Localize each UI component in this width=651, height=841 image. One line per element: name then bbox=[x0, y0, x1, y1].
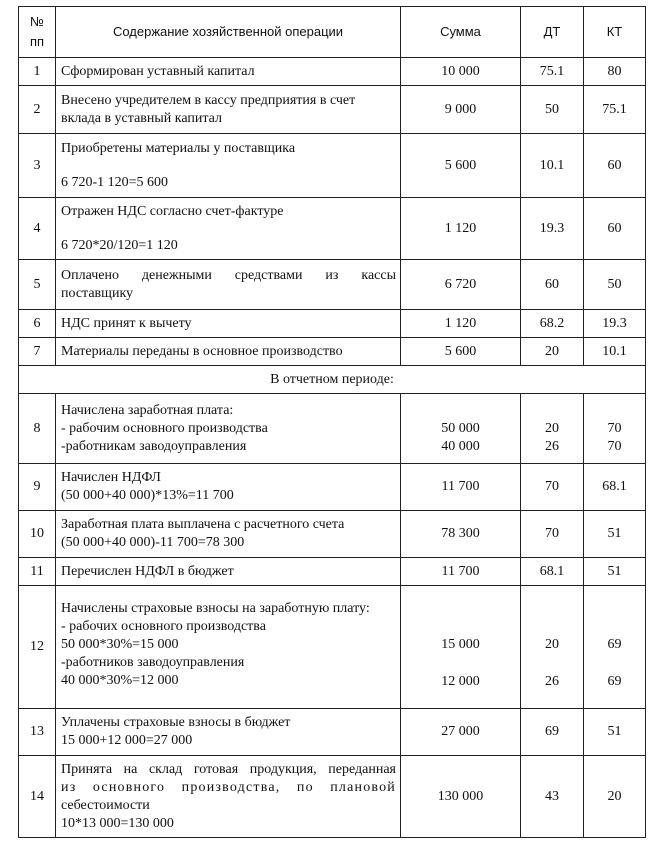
row-dt bbox=[521, 394, 584, 464]
table-row bbox=[19, 709, 646, 756]
row-kt: 51 bbox=[584, 511, 646, 558]
row-dt: 50 bbox=[521, 86, 584, 134]
row-kt: 60 bbox=[584, 198, 646, 260]
header-content: Содержание хозяйственной операции bbox=[56, 7, 401, 58]
row-description-line: -работников заводоуправления bbox=[61, 655, 245, 670]
row-kt: 10.1 bbox=[584, 338, 646, 366]
row-description-line: поставщику bbox=[61, 285, 134, 301]
row-number: 14 bbox=[19, 756, 56, 838]
row-formula: 10*13 000=130 000 bbox=[61, 815, 174, 831]
row-description bbox=[56, 86, 401, 134]
row-formula: 50 000*30%=15 000 bbox=[61, 637, 179, 652]
row-sum: 27 000 bbox=[401, 709, 521, 756]
row-number: 6 bbox=[19, 310, 56, 338]
row-description-line: -работникам заводоуправления bbox=[61, 438, 247, 454]
row-sum: 1 120 bbox=[401, 198, 521, 260]
row-number: 10 bbox=[19, 511, 56, 558]
row-kt-value: 70 bbox=[607, 420, 622, 436]
row-dt: 70 bbox=[521, 511, 584, 558]
row-dt: 43 bbox=[521, 756, 584, 838]
row-description bbox=[56, 394, 401, 464]
row-description-line: себестоимости bbox=[61, 797, 150, 813]
row-description bbox=[56, 198, 401, 260]
row-dt-value: 26 bbox=[545, 674, 559, 689]
row-kt-value: 69 bbox=[607, 637, 622, 652]
row-description-line: Отражен НДС согласно счет-фактуре bbox=[61, 203, 284, 219]
row-dt: 20 bbox=[521, 338, 584, 366]
table-row bbox=[19, 310, 646, 338]
row-dt: 69 bbox=[521, 709, 584, 756]
row-description bbox=[56, 586, 401, 709]
row-formula: 6 720-1 120=5 600 bbox=[61, 174, 169, 190]
row-number: 2 bbox=[19, 86, 56, 134]
header-num-line1: № bbox=[30, 14, 44, 29]
table-row bbox=[19, 338, 646, 366]
row-sum-value: 15 000 bbox=[441, 637, 480, 652]
row-formula: (50 000+40 000)-11 700=78 300 bbox=[61, 535, 245, 550]
table-row bbox=[19, 464, 646, 511]
row-description bbox=[56, 464, 401, 511]
row-kt: 68.1 bbox=[584, 464, 646, 511]
row-kt-value: 69 bbox=[607, 674, 622, 689]
row-description: Сформирован уставный капитал bbox=[56, 58, 401, 86]
row-dt: 19.3 bbox=[521, 198, 584, 260]
row-kt: 20 bbox=[584, 756, 646, 838]
table-row bbox=[19, 198, 646, 260]
row-sum-value: 40 000 bbox=[441, 438, 480, 454]
row-kt-value: 70 bbox=[607, 438, 622, 454]
row-description-line: - рабочих основного производства bbox=[61, 619, 266, 634]
row-formula: 6 720*20/120=1 120 bbox=[61, 237, 178, 253]
header-row bbox=[19, 7, 646, 58]
document-page bbox=[18, 6, 646, 838]
row-sum: 5 600 bbox=[401, 338, 521, 366]
row-number: 13 bbox=[19, 709, 56, 756]
row-dt: 60 bbox=[521, 260, 584, 310]
row-number: 4 bbox=[19, 198, 56, 260]
table-row bbox=[19, 58, 646, 86]
row-sum-value: 12 000 bbox=[441, 674, 480, 689]
table-row bbox=[19, 558, 646, 586]
row-description-line: Уплачены страховые взносы в бюджет bbox=[61, 715, 291, 730]
header-num bbox=[19, 7, 56, 58]
row-sum: 130 000 bbox=[401, 756, 521, 838]
row-number: 12 bbox=[19, 586, 56, 709]
row-description-line: Внесено учредителем в кассу предприятия в счет bbox=[61, 92, 356, 108]
row-sum: 9 000 bbox=[401, 86, 521, 134]
row-sum: 11 700 bbox=[401, 558, 521, 586]
row-description-line: - рабочим основного производства bbox=[61, 420, 268, 436]
row-sum: 1 120 bbox=[401, 310, 521, 338]
header-dt: ДТ bbox=[521, 7, 584, 58]
row-description-line: Приобретены материалы у поставщика bbox=[61, 140, 296, 156]
row-dt: 75.1 bbox=[521, 58, 584, 86]
table-row bbox=[19, 260, 646, 310]
row-kt: 19.3 bbox=[584, 310, 646, 338]
row-dt bbox=[521, 586, 584, 709]
row-sum-value: 50 000 bbox=[441, 420, 480, 436]
row-description bbox=[56, 134, 401, 198]
table-row bbox=[19, 86, 646, 134]
row-kt bbox=[584, 394, 646, 464]
row-description bbox=[56, 511, 401, 558]
row-sum: 10 000 bbox=[401, 58, 521, 86]
row-description bbox=[56, 756, 401, 838]
header-sum: Сумма bbox=[401, 7, 521, 58]
row-description-line: Начислена заработная плата: bbox=[61, 402, 234, 418]
row-kt bbox=[584, 586, 646, 709]
table-row bbox=[19, 394, 646, 464]
row-description: Перечислен НДФЛ в бюджет bbox=[56, 558, 401, 586]
row-description-line: Начислены страховые взносы на заработную плату: bbox=[61, 601, 370, 616]
row-description-line: из основного производства, по плановой bbox=[61, 779, 396, 795]
row-description: НДС принят к вычету bbox=[56, 310, 401, 338]
row-number: 3 bbox=[19, 134, 56, 198]
row-description bbox=[56, 260, 401, 310]
row-kt: 80 bbox=[584, 58, 646, 86]
row-formula: (50 000+40 000)*13%=11 700 bbox=[61, 488, 234, 503]
row-kt: 51 bbox=[584, 709, 646, 756]
row-dt-value: 26 bbox=[545, 438, 559, 454]
row-sum: 78 300 bbox=[401, 511, 521, 558]
row-kt: 60 bbox=[584, 134, 646, 198]
row-dt: 68.1 bbox=[521, 558, 584, 586]
row-number: 5 bbox=[19, 260, 56, 310]
row-description-line: Начислен НДФЛ bbox=[61, 470, 161, 485]
row-number: 11 bbox=[19, 558, 56, 586]
header-kt: КТ bbox=[584, 7, 646, 58]
section-title: В отчетном периоде: bbox=[19, 366, 646, 394]
row-number: 7 bbox=[19, 338, 56, 366]
row-kt: 50 bbox=[584, 260, 646, 310]
row-kt: 51 bbox=[584, 558, 646, 586]
row-number: 1 bbox=[19, 58, 56, 86]
row-dt-value: 20 bbox=[545, 637, 559, 652]
section-row bbox=[19, 366, 646, 394]
row-number: 9 bbox=[19, 464, 56, 511]
header-num-line2: пп bbox=[29, 34, 45, 49]
row-kt: 75.1 bbox=[584, 86, 646, 134]
journal-table bbox=[18, 6, 646, 838]
table-row bbox=[19, 756, 646, 838]
table-row bbox=[19, 586, 646, 709]
row-sum: 11 700 bbox=[401, 464, 521, 511]
row-dt: 68.2 bbox=[521, 310, 584, 338]
row-description-line: Оплачено денежными средствами из кассы bbox=[61, 267, 396, 283]
row-description: Материалы переданы в основное производство bbox=[56, 338, 401, 366]
row-dt: 10.1 bbox=[521, 134, 584, 198]
table-row bbox=[19, 134, 646, 198]
row-sum: 5 600 bbox=[401, 134, 521, 198]
row-formula: 15 000+12 000=27 000 bbox=[61, 733, 193, 748]
row-description-line: Принята на склад готовая продукция, переданная bbox=[61, 761, 396, 777]
row-description bbox=[56, 709, 401, 756]
table-row bbox=[19, 511, 646, 558]
row-sum bbox=[401, 394, 521, 464]
row-description-line: Заработная плата выплачена с расчетного счета bbox=[61, 517, 345, 532]
row-sum: 6 720 bbox=[401, 260, 521, 310]
row-sum bbox=[401, 586, 521, 709]
row-description-line: вклада в уставный капитал bbox=[61, 110, 222, 126]
row-dt-value: 20 bbox=[545, 420, 559, 436]
row-dt: 70 bbox=[521, 464, 584, 511]
row-formula: 40 000*30%=12 000 bbox=[61, 673, 179, 688]
row-number: 8 bbox=[19, 394, 56, 464]
